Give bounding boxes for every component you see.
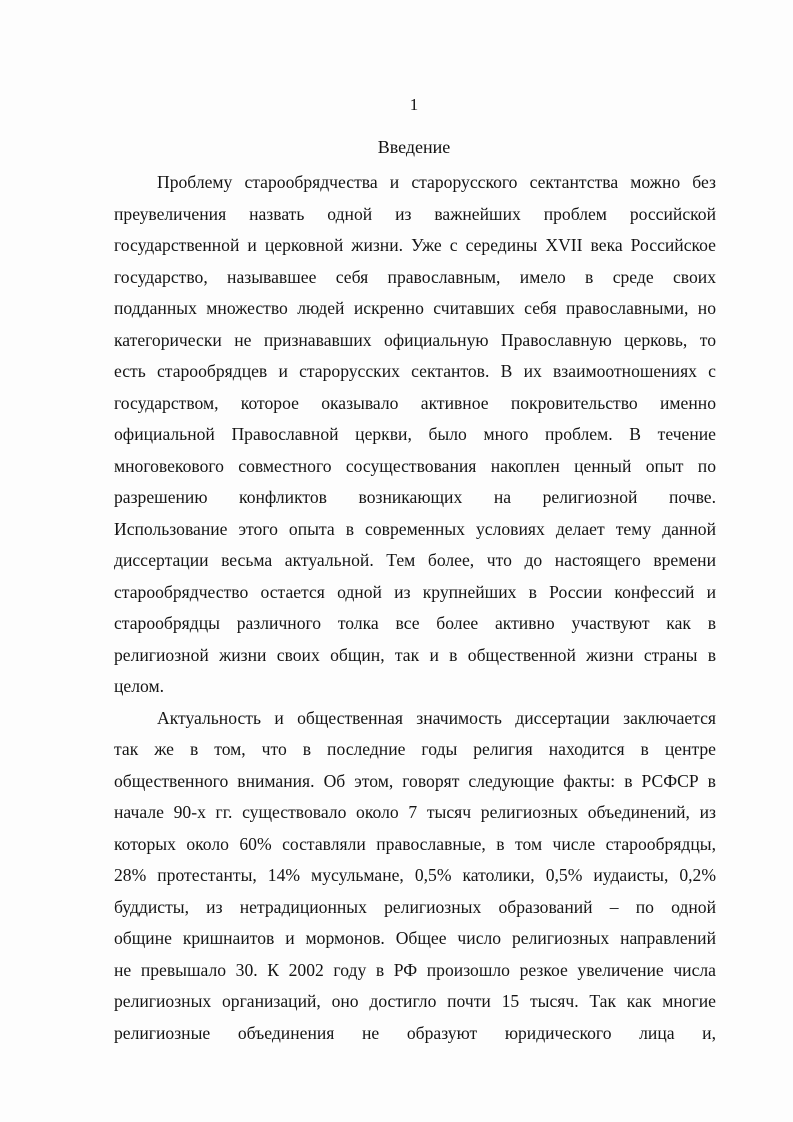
text-line: многовекового совместного сосуществования накоплен ценный опыт по	[114, 455, 716, 476]
text-line: религиозной жизни своих общин, так и в общественной жизни страны в	[114, 644, 716, 665]
body-text	[114, 167, 716, 1049]
paragraph-1	[114, 167, 716, 703]
text-line: есть старообрядцев и старорусских сектантов. В их взаимоотношениях с	[114, 361, 716, 381]
text-line: государственной и церковной жизни. Уже с середины XVII века Российское	[114, 235, 716, 255]
text-line: буддисты, из нетрадиционных религиозных образований – по одной	[114, 896, 716, 917]
text-line: категорически не признававших официальную Православную церковь, то	[114, 329, 716, 350]
text-line: начале 90-х гг. существовало около 7 тысяч религиозных объединений, из	[114, 802, 716, 822]
text-line: религиозные объединения не образуют юридического лица и,	[114, 1022, 716, 1043]
text-line: которых около 60% составляли православные, в том числе старообрядцы,	[114, 833, 716, 854]
text-line: общественного внимания. Об этом, говорят следующие факты: в РСФСР в	[114, 770, 716, 791]
text-line: официальной Православной церкви, было много проблем. В течение	[114, 424, 716, 444]
text-line: так же в том, что в последние годы религия находится в центре	[114, 739, 716, 759]
text-line: целом.	[114, 676, 164, 696]
text-line: не превышало 30. К 2002 году в РФ произошло резкое увеличение числа	[114, 959, 716, 980]
text-line: преувеличения назвать одной из важнейших проблем российской	[114, 203, 716, 224]
text-line: 28% протестанты, 14% мусульмане, 0,5% католики, 0,5% иудаисты, 0,2%	[114, 865, 716, 885]
page-number: 1	[409, 95, 419, 114]
text-line: подданных множество людей искренно считавших себя православными, но	[114, 298, 716, 318]
text-line: Проблему старообрядчества и старорусского сектантства можно без	[157, 172, 716, 192]
text-line: диссертации весьма актуальной. Тем более, что до настоящего времени	[114, 550, 716, 570]
text-line: разрешению конфликтов возникающих на религиозной почве.	[114, 487, 716, 507]
text-line: общине кришнаитов и мормонов. Общее число религиозных направлений	[114, 928, 716, 948]
text-line: старообрядцы различного толка все более активно участвуют как в	[114, 613, 716, 633]
text-line: старообрядчество остается одной из крупнейших в России конфессий и	[114, 581, 716, 602]
text-line: государство, называвшее себя православным, имело в среде своих	[114, 266, 716, 287]
text-line: государством, которое оказывало активное покровительство именно	[114, 392, 716, 413]
text-line: Актуальность и общественная значимость диссертации заключается	[157, 707, 716, 728]
text-line: религиозных организаций, оно достигло почти 15 тысяч. Так как многие	[114, 991, 716, 1011]
text-line: Использование этого опыта в современных условиях делает тему данной	[114, 518, 716, 539]
paragraph-2	[114, 703, 716, 1050]
section-heading: Введение	[377, 137, 451, 157]
